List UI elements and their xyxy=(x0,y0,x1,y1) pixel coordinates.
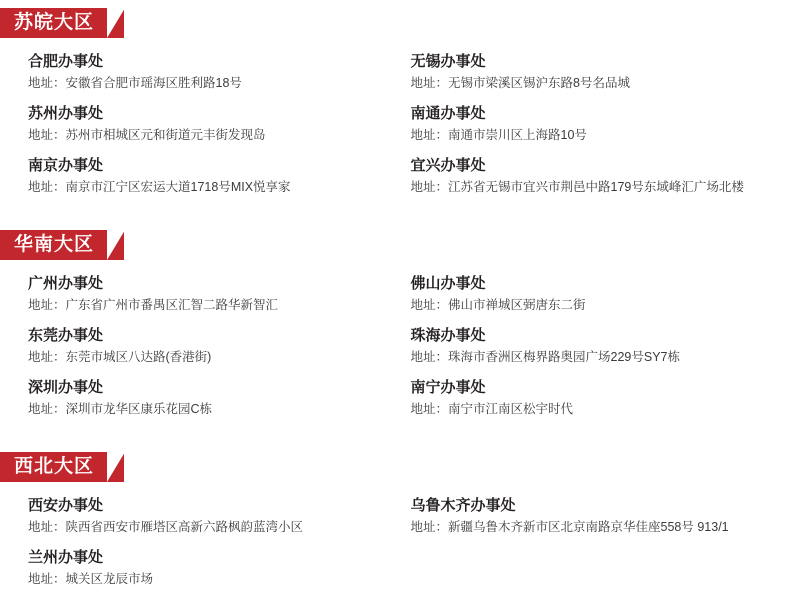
office-name: 东莞办事处 xyxy=(28,326,393,346)
office-name: 乌鲁木齐办事处 xyxy=(411,496,776,516)
address-label: 地址： xyxy=(28,298,66,312)
office-list xyxy=(0,38,793,208)
office-item xyxy=(411,496,793,536)
office-item xyxy=(28,52,411,92)
office-name: 苏州办事处 xyxy=(28,104,393,124)
address-text: 无锡市梁溪区锡沪东路8号名品城 xyxy=(448,76,630,90)
office-item xyxy=(28,104,411,144)
office-address-row xyxy=(28,401,393,418)
office-item xyxy=(411,52,793,92)
address-label: 地址： xyxy=(411,520,449,534)
office-address-row xyxy=(411,401,776,418)
region-banner xyxy=(0,230,124,260)
office-address-row xyxy=(28,519,393,536)
office-list xyxy=(0,260,793,430)
address-label: 地址： xyxy=(28,350,66,364)
office-address-row xyxy=(28,179,393,196)
address-label: 地址： xyxy=(28,572,66,586)
office-name: 南宁办事处 xyxy=(411,378,776,398)
office-address-row xyxy=(28,349,393,366)
address-label: 地址： xyxy=(28,402,66,416)
office-address-row xyxy=(411,127,776,144)
address-text: 东莞市城区八达路(香港街) xyxy=(66,350,212,364)
region-section-huanan xyxy=(0,230,793,430)
address-label: 地址： xyxy=(28,76,66,90)
office-item xyxy=(28,326,411,366)
office-item xyxy=(411,274,793,314)
address-label: 地址： xyxy=(28,180,66,194)
office-item xyxy=(28,274,411,314)
office-name: 无锡办事处 xyxy=(411,52,776,72)
office-item xyxy=(411,104,793,144)
office-item xyxy=(411,156,793,196)
office-address-row xyxy=(411,519,776,536)
office-item xyxy=(28,548,411,588)
address-text: 城关区龙辰市场 xyxy=(66,572,154,586)
address-label: 地址： xyxy=(411,76,449,90)
office-address-row xyxy=(28,571,393,588)
office-address-row xyxy=(411,179,776,196)
address-text: 南京市江宁区宏运大道1718号MIX悦享家 xyxy=(66,180,291,194)
office-name: 南京办事处 xyxy=(28,156,393,176)
office-item xyxy=(28,496,411,536)
office-name: 佛山办事处 xyxy=(411,274,776,294)
region-header xyxy=(0,230,793,260)
address-text: 南通市崇川区上海路10号 xyxy=(448,128,587,142)
region-banner xyxy=(0,8,124,38)
region-section-xibei xyxy=(0,452,793,600)
address-label: 地址： xyxy=(411,350,449,364)
address-text: 江苏省无锡市宜兴市荆邑中路179号东域峰汇广场北楼 xyxy=(448,180,744,194)
office-item xyxy=(411,326,793,366)
office-name: 兰州办事处 xyxy=(28,548,393,568)
office-address-row xyxy=(411,349,776,366)
office-list xyxy=(0,482,793,600)
office-address-row xyxy=(411,297,776,314)
office-name: 西安办事处 xyxy=(28,496,393,516)
address-label: 地址： xyxy=(28,520,66,534)
address-text: 安徽省合肥市瑶海区胜利路18号 xyxy=(66,76,242,90)
address-label: 地址： xyxy=(411,402,449,416)
region-banner xyxy=(0,452,124,482)
office-address-row xyxy=(28,75,393,92)
region-title: 苏皖大区 xyxy=(14,12,94,33)
region-title: 西北大区 xyxy=(14,456,94,477)
address-label: 地址： xyxy=(411,180,449,194)
address-text: 苏州市相城区元和街道元丰街发现岛 xyxy=(66,128,266,142)
region-header xyxy=(0,8,793,38)
address-label: 地址： xyxy=(411,298,449,312)
office-name: 深圳办事处 xyxy=(28,378,393,398)
address-label: 地址： xyxy=(28,128,66,142)
office-item xyxy=(411,378,793,418)
office-address-row xyxy=(28,297,393,314)
office-name: 南通办事处 xyxy=(411,104,776,124)
office-item xyxy=(28,156,411,196)
office-name: 珠海办事处 xyxy=(411,326,776,346)
address-text: 陕西省西安市雁塔区高新六路枫韵蓝湾小区 xyxy=(66,520,304,534)
address-text: 广东省广州市番禺区汇智二路华新智汇 xyxy=(66,298,279,312)
address-text: 深圳市龙华区康乐花园C栋 xyxy=(66,402,213,416)
region-title: 华南大区 xyxy=(14,234,94,255)
address-text: 珠海市香洲区梅界路奥园广场229号SY7栋 xyxy=(448,350,680,364)
region-header xyxy=(0,452,793,482)
office-name: 广州办事处 xyxy=(28,274,393,294)
region-section-suwan xyxy=(0,0,793,208)
address-text: 南宁市江南区松宇时代 xyxy=(448,402,573,416)
office-address-row xyxy=(411,75,776,92)
office-item xyxy=(28,378,411,418)
address-text: 新疆乌鲁木齐新市区北京南路京华佳座558号 913/1 xyxy=(448,520,729,534)
office-address-row xyxy=(28,127,393,144)
address-label: 地址： xyxy=(411,128,449,142)
address-text: 佛山市禅城区弼唐东二街 xyxy=(448,298,586,312)
office-name: 宜兴办事处 xyxy=(411,156,776,176)
office-name: 合肥办事处 xyxy=(28,52,393,72)
